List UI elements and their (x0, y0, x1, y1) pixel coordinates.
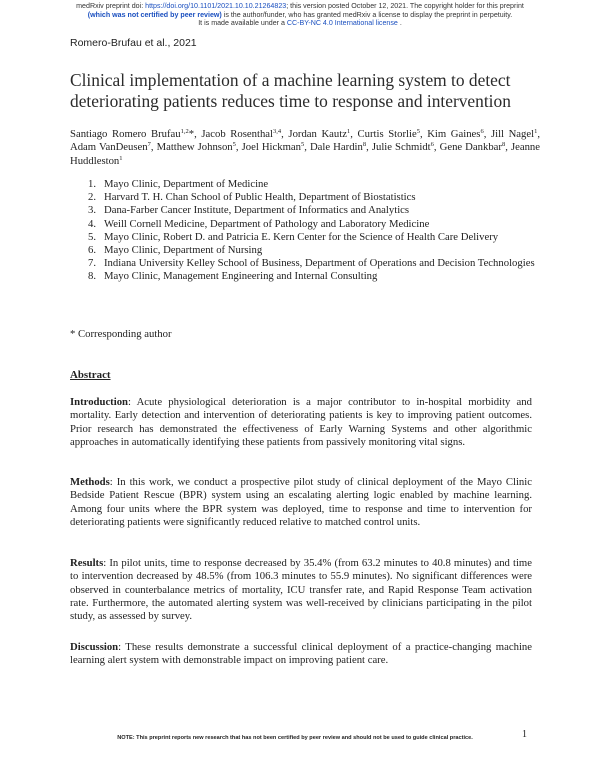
preprint-footer-note: NOTE: This preprint reports new research that has not been certified by peer review and should not be used to guide clinical practice. (117, 735, 473, 741)
corresponding-author-note: * Corresponding author (70, 328, 172, 340)
affiliation-item (70, 218, 540, 231)
author: Dale Hardin$^8$, (309, 141, 372, 154)
affiliation-item (70, 204, 540, 217)
author: Joel Hickman$^5$, (241, 141, 310, 154)
author: Matthew Johnson$^5$, (156, 141, 242, 154)
running-head: Romero-Brufau et al., 2021 (70, 37, 197, 49)
affiliation-marker: 5 (232, 141, 236, 149)
affiliation-text: Mayo Clinic, Department of Medicine (104, 178, 269, 190)
affiliation-number: 5. (88, 230, 97, 243)
affiliation-item (70, 244, 540, 257)
affiliation-text: Weill Cornell Medicine, Department of Pathology and Laboratory Medicine (104, 217, 430, 230)
affiliation-text: Dana-Farber Cancer Institute, Department of Informatics and Analytics (104, 204, 410, 217)
affiliation-text: Mayo Clinic, Management Engineering and Internal Consulting (104, 270, 378, 283)
author: Jill Nagel$^1$, (490, 128, 541, 140)
preprint-notice-line-1: medRxiv preprint doi: https://doi.org/10.1101/2021.10.10.21264823; this version posted October 12, 2021. The copyright holder for this preprint (76, 2, 524, 10)
affiliation-marker: 3,4 (273, 128, 282, 135)
affiliation-marker: 1,2 (180, 128, 189, 135)
affiliation-text: Mayo Clinic, Department of Nursing (104, 244, 263, 257)
affiliation-marker: 6 (430, 141, 434, 149)
preprint-notice (20, 2, 580, 28)
affiliation-text: Harvard T. H. Chan School of Public Health, Department of Biostatistics (104, 191, 416, 204)
affiliation-number: 2. (88, 191, 97, 204)
section-label: Methods (70, 476, 110, 488)
paper-title: Clinical implementation of a machine learning system to detect deteriorating patients reduces time to response and intervention (70, 70, 511, 111)
author: Gene Dankbar$^8$, (439, 141, 511, 154)
doi-link[interactable]: https://doi.org/10.1101/2021.10.10.21264823 (145, 2, 287, 10)
affiliation-marker: 8 (362, 141, 367, 149)
affiliation-marker: 7 (147, 141, 151, 149)
page-number: 1 (522, 729, 527, 740)
affiliation-item (70, 270, 540, 283)
author: Jordan Kautz$^1$, (288, 128, 358, 140)
abstract-results: Results: In pilot units, time to response decreased by 35.4% (from 63.2 minutes to 40.8 minutes) and time to intervention decreased by 48.5% (from 106.3 minutes to 55.9 minutes). No significant differences were observed in counterbalance metrics of mortality, ICU transfer rate, and Rapid Response Team activation rate. Furthermore, the automated alerting system was well-received by clinicians participating in the pilot study, as assessed by survey. (70, 557, 532, 623)
author: Kim Gaines$^6$, (427, 128, 491, 140)
section-label: Discussion (70, 641, 119, 653)
abstract-introduction: Introduction: Acute physiological deterioration is a major contributor to in-hospital morbidity and mortality. Early detection and intervention of deteriorating patients is key to improving patient outcomes. Prior research has demonstrated the effectiveness of Early Warning Systems and other algorithmic approaches in automatically identifying these patients from passively monitoring vital signs. (70, 396, 532, 448)
affiliation-number: 3. (88, 204, 97, 217)
affiliation-marker: 1 (119, 154, 123, 162)
author: Julie Schmidt$^6$, (371, 141, 440, 154)
license-link[interactable]: CC-BY-NC 4.0 International license (286, 19, 398, 28)
affiliation-marker: 5 (301, 141, 305, 149)
author: Santiago Romero Brufau$^{1,2}$*, (70, 128, 202, 140)
affiliation-text: Indiana University Kelley School of Business, Department of Operations and Decision Technologies (104, 257, 535, 270)
author: Jeanne Huddleston$^1$ (70, 141, 541, 167)
affiliation-item (70, 178, 540, 191)
affiliation-list (70, 178, 540, 284)
affiliation-number: 7. (88, 257, 97, 270)
affiliation-text: Mayo Clinic, Robert D. and Patricia E. Kern Center for the Science of Health Care Delivery (104, 230, 499, 243)
affiliation-marker: 6 (480, 128, 484, 135)
affiliation-item (70, 191, 540, 204)
affiliation-marker: 1 (534, 128, 538, 135)
author: Adam VanDeusen$^7$, (70, 141, 157, 154)
affiliation-marker: 8 (501, 141, 506, 149)
abstract-discussion: Discussion: These results demonstrate a successful clinical deployment of a practice-changing machine learning alert system with demonstrable impact on improving patient care. (70, 641, 532, 667)
affiliation-item (70, 257, 540, 270)
affiliation-number: 8. (88, 270, 97, 283)
abstract-heading: Abstract (70, 369, 111, 381)
affiliation-number: 1. (88, 178, 97, 190)
author: Jacob Rosenthal$^{3,4}$, (201, 128, 289, 140)
affiliation-item (70, 231, 540, 244)
author: Curtis Storlie$^5$, (357, 128, 428, 140)
preprint-notice-line-2: (which was not certified by peer review) is the author/funder, who has granted medRxiv a license to display the preprint in perpetuity. (87, 10, 513, 19)
section-label: Introduction (70, 396, 129, 408)
affiliation-marker: 1 (347, 128, 351, 135)
preprint-notice-line-3: It is made available under a CC-BY-NC 4.0 International license . (198, 19, 402, 28)
affiliation-number: 4. (88, 217, 97, 230)
affiliation-marker: 5 (416, 128, 420, 135)
affiliation-number: 6. (88, 244, 97, 257)
abstract-methods: Methods: In this work, we conduct a prospective pilot study of clinical deployment of the Mayo Clinic Bedside Patient Rescue (BPR) system using an escalating alerting logic enabled by machine learning. Among four units where the BPR system was deployed, time to response and time to intervention for deteriorating patients were significantly reduced relative to matched control units. (70, 476, 532, 528)
author-list (70, 128, 540, 168)
section-label: Results (70, 557, 104, 569)
